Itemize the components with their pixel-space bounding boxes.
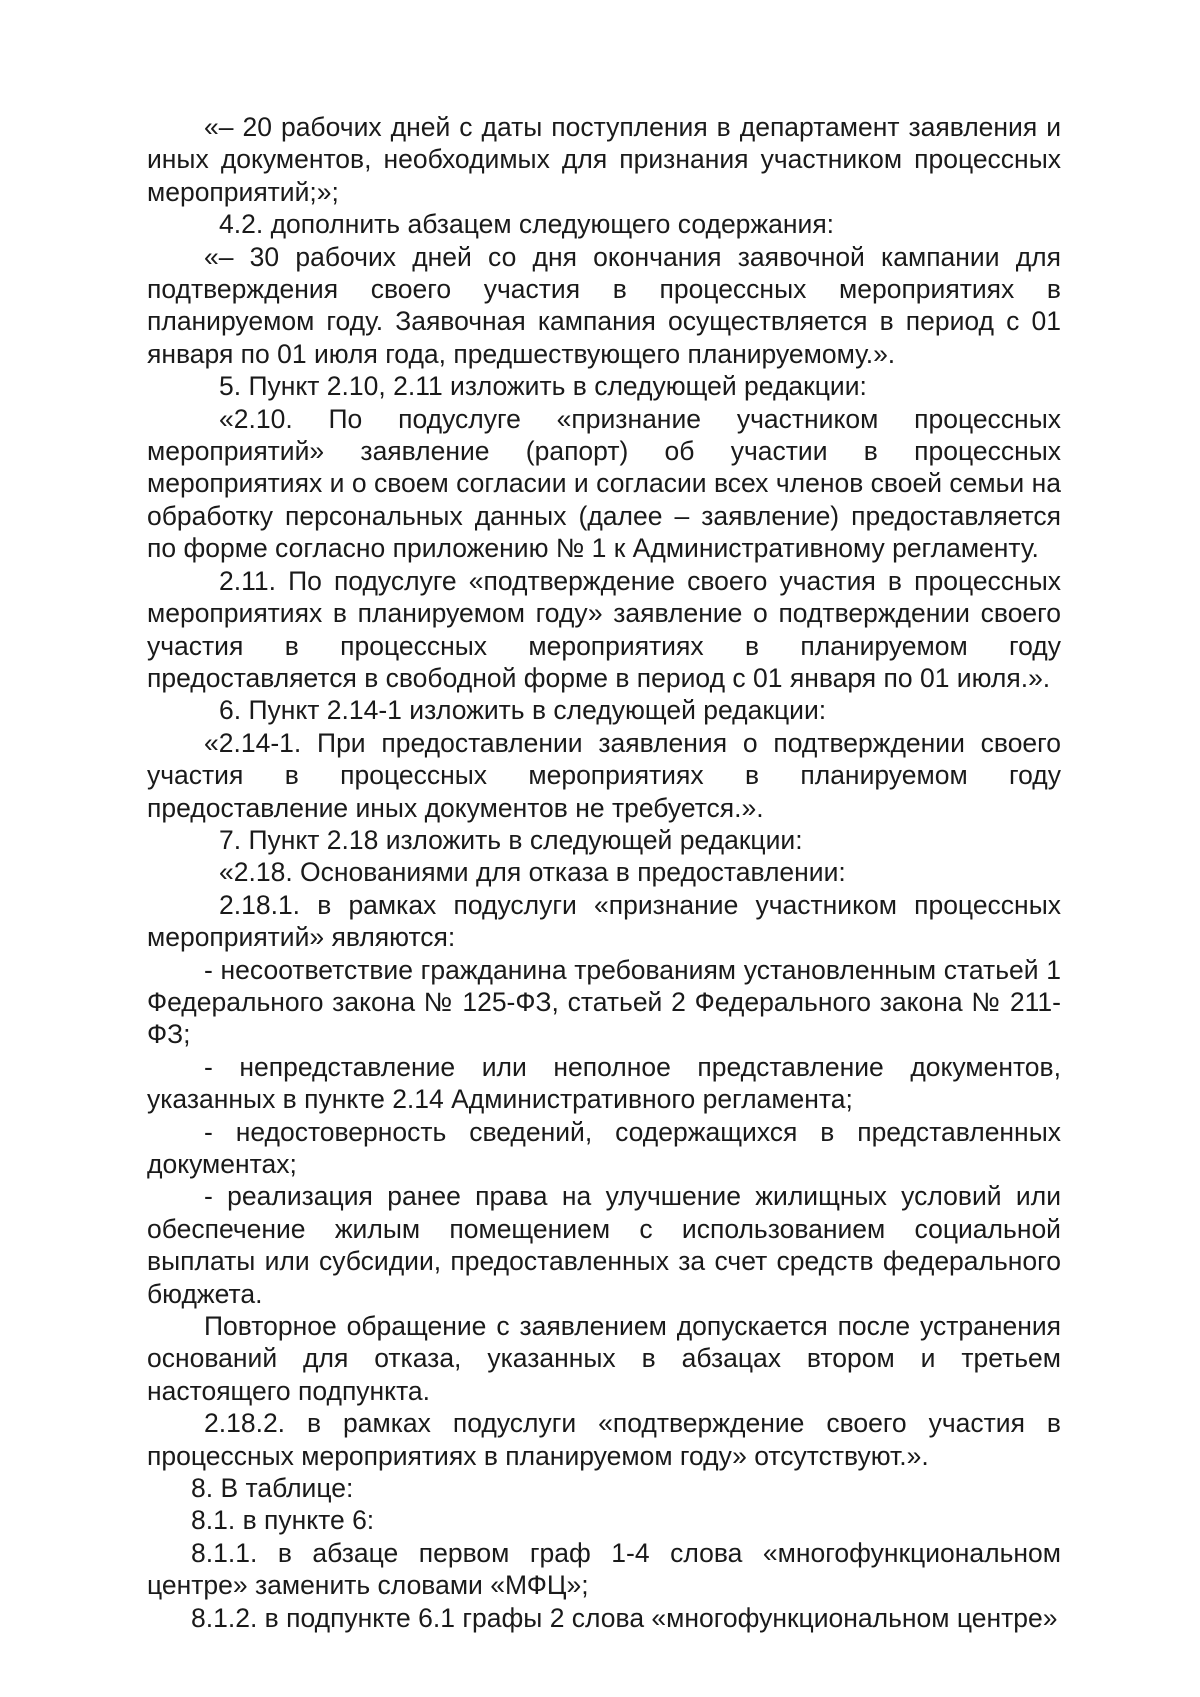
paragraph: 2.18.1. в рамках подуслуги «признание участником процессных мероприятий» являются: [147,889,1061,953]
paragraph: «2.10. По подуслуге «признание участником процессных мероприятий» заявление (рапорт) об участии в процессных мероприятиях и о своем согласии и согласии всех членов своей семьи на обработку персональных данных (далее – заявление) предоставляется по форме согласно приложению № 1 к Административному регламенту. [147,403,1061,564]
paragraph: «2.18. Основаниями для отказа в предоставлении: [219,857,846,888]
paragraph: 7. Пункт 2.18 изложить в следующей редакции: [219,824,803,855]
paragraph: 5. Пункт 2.10, 2.11 изложить в следующей редакции: [219,371,867,402]
paragraph: «– 30 рабочих дней со дня окончания заявочной кампании для подтверждения своего участия в процессных мероприятиях в планируемом году. Заявочная кампания осуществляется в период с 01 января по 01 июля года, предшествующего планируемому.». [147,241,1061,369]
paragraph: 2.11. По подуслуге «подтверждение своего участия в процессных мероприятиях в планируемом году» заявление о подтверждении своего участия в процессных мероприятиях в планируемом году предоставляется в свободной форме в период с 01 января по 01 июля.». [147,565,1061,693]
paragraph: - непредставление или неполное представление документов, указанных в пункте 2.14 Административного регламента; [147,1051,1061,1115]
paragraph: - реализация ранее права на улучшение жилищных условий или обеспечение жилым помещением с использованием социальной выплаты или субсидии, предоставленных за счет средств федерального бюджета. [147,1181,1061,1309]
paragraph: «2.14-1. При предоставлении заявления о подтверждении своего участия в процессных мероприятиях в планируемом году предоставление иных документов не требуется.». [147,727,1061,823]
paragraph: «– 20 рабочих дней с даты поступления в департамент заявления и иных документов, необходимых для признания участником процессных мероприятий;»; [147,112,1061,207]
paragraph: 8.1. в пункте 6: [191,1505,375,1536]
document-body [147,111,1061,1634]
paragraph: - недостоверность сведений, содержащихся в представленных документах; [147,1116,1061,1179]
paragraph: 8.1.2. в подпункте 6.1 графы 2 слова «многофункциональном центре» [191,1602,1058,1633]
paragraph: Повторное обращение с заявлением допускается после устранения оснований для отказа, указанных в абзацах втором и третьем настоящего подпункта. [147,1311,1061,1406]
paragraph: 8. В таблице: [191,1473,354,1504]
paragraph: 8.1.1. в абзаце первом граф 1-4 слова «многофункциональном центре» заменить словами «МФЦ»; [147,1537,1061,1601]
paragraph: 2.18.2. в рамках подуслуги «подтверждение своего участия в процессных мероприятиях в планируемом году» отсутствуют.». [147,1408,1061,1471]
paragraph: 6. Пункт 2.14-1 изложить в следующей редакции: [219,695,827,726]
paragraph: - несоответствие гражданина требованиям установленным статьей 1 Федерального закона № 125-ФЗ, статьей 2 Федерального закона № 211-ФЗ; [147,954,1061,1050]
paragraph: 4.2. дополнить абзацем следующего содержания: [219,209,835,240]
